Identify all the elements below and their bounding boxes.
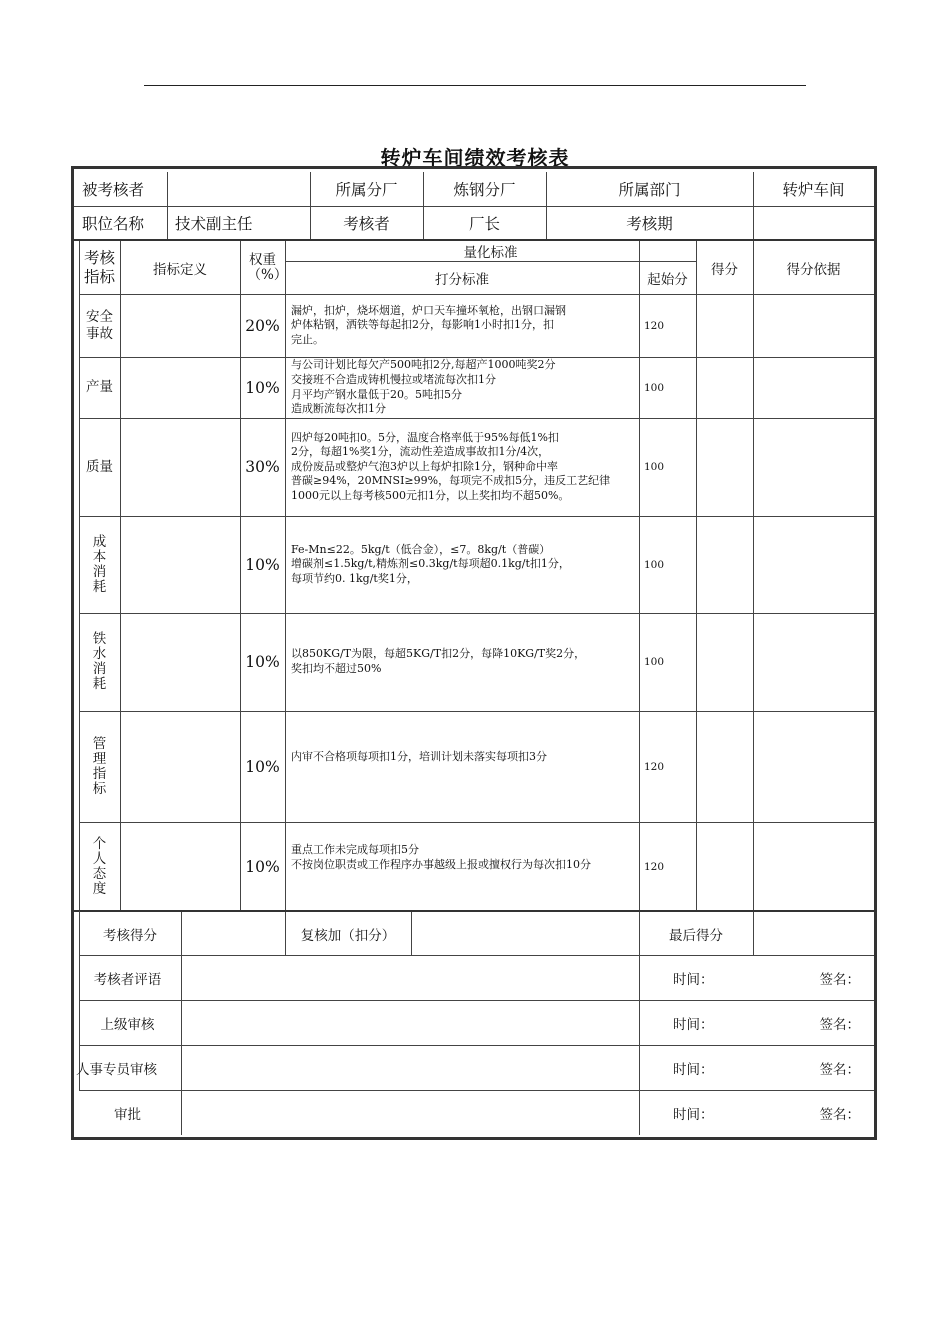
indicator-name bbox=[79, 294, 120, 357]
criteria-line: 1000元以上每考核500元扣1分，以上奖扣均不超50%。 bbox=[291, 488, 570, 502]
label-branch bbox=[310, 172, 423, 206]
indicator-weight-text: 10% bbox=[245, 653, 280, 671]
approval-signature bbox=[740, 1000, 870, 1045]
criteria-line: 与公司计划比每欠产500吨扣2分,每超产1000吨奖2分 bbox=[291, 358, 556, 372]
indicator-score bbox=[696, 357, 753, 418]
indicator-basis bbox=[753, 418, 874, 516]
indicator-criteria bbox=[285, 357, 639, 418]
approval-time bbox=[639, 1000, 740, 1045]
indicator-basis bbox=[753, 613, 874, 711]
criteria-line: 奖扣均不超过50% bbox=[291, 662, 382, 675]
indicator-base-score bbox=[639, 294, 696, 357]
indicator-base-score-text: 100 bbox=[644, 656, 665, 668]
criteria-line: 以850KG/T为限，每超5KG/T扣2分，每降10KG/T奖2分， bbox=[291, 647, 586, 661]
indicator-base-score-text: 100 bbox=[644, 381, 665, 394]
label-dept bbox=[546, 172, 753, 206]
indicator-name-text: 铁水消耗 bbox=[92, 631, 107, 692]
indicator-definition bbox=[120, 516, 240, 613]
header-basis-text: 得分依据 bbox=[786, 261, 841, 278]
header-criteria-text: 打分标准 bbox=[435, 271, 489, 288]
value-position-text: 技术副主任 bbox=[175, 215, 253, 233]
summary-review-value bbox=[411, 912, 639, 955]
indicator-basis bbox=[753, 822, 874, 911]
label-period bbox=[546, 206, 753, 240]
criteria-line: 四炉每20吨扣0。5分，温度合格率低于95%每低1%扣 bbox=[291, 430, 559, 444]
indicator-weight bbox=[240, 822, 285, 911]
approval-signature-text: 签名： bbox=[819, 1106, 860, 1123]
approval-comment bbox=[181, 1045, 639, 1090]
indicator-score bbox=[696, 516, 753, 613]
indicator-name-text: 产量 bbox=[86, 379, 113, 395]
header-base bbox=[639, 261, 696, 294]
indicator-weight-text: 10% bbox=[245, 378, 280, 397]
approval-signature-text: 签名： bbox=[819, 1061, 860, 1078]
criteria-lines bbox=[291, 843, 591, 872]
indicator-base-score bbox=[639, 822, 696, 911]
label-position-text: 职位名称 bbox=[82, 215, 145, 233]
indicator-name bbox=[79, 357, 120, 418]
label-assessor bbox=[310, 206, 423, 240]
summary-score-value bbox=[181, 912, 285, 955]
indicator-weight-text: 10% bbox=[245, 757, 280, 776]
header-indicator bbox=[79, 241, 120, 294]
indicator-base-score bbox=[639, 711, 696, 822]
value-dept bbox=[753, 172, 874, 206]
header-weight-text: 权重（%） bbox=[247, 251, 288, 283]
indicator-weight-text: 10% bbox=[245, 857, 280, 876]
criteria-lines bbox=[291, 543, 570, 587]
summary-final-value bbox=[753, 912, 874, 955]
indicator-definition bbox=[120, 418, 240, 516]
indicator-base-score-text: 120 bbox=[644, 860, 665, 873]
criteria-line: 炉体粘钢，洒铁等每起扣2分，每影响1小时扣1分，扣 bbox=[291, 318, 554, 332]
criteria-line: 重点工作未完成每项扣5分 bbox=[291, 842, 419, 856]
approval-time-text: 时间： bbox=[673, 971, 714, 988]
indicator-base-score bbox=[639, 418, 696, 516]
indicator-definition bbox=[120, 613, 240, 711]
approval-time-text: 时间： bbox=[673, 1106, 714, 1123]
indicator-criteria bbox=[285, 418, 639, 516]
header-definition bbox=[120, 241, 240, 294]
indicator-weight-text: 20% bbox=[245, 316, 280, 335]
indicator-basis bbox=[753, 357, 874, 418]
value-branch bbox=[423, 172, 546, 206]
indicator-score bbox=[696, 822, 753, 911]
label-dept-text: 所属部门 bbox=[618, 181, 681, 199]
indicator-criteria bbox=[285, 822, 639, 911]
indicator-score bbox=[696, 613, 753, 711]
indicator-name bbox=[79, 516, 120, 613]
approval-label bbox=[74, 955, 181, 1000]
header-criteria bbox=[285, 261, 639, 294]
approval-time-text: 时间： bbox=[673, 1061, 714, 1078]
approval-time bbox=[639, 955, 740, 1000]
indicator-base-score-text: 100 bbox=[644, 461, 665, 473]
header-quant bbox=[285, 241, 696, 261]
summary-final-label bbox=[639, 912, 753, 955]
indicator-weight bbox=[240, 613, 285, 711]
criteria-line: 交接班不合造成铸机慢拉或堵流每次扣1分 bbox=[291, 372, 496, 386]
approval-time-text: 时间： bbox=[673, 1016, 714, 1033]
approval-comment bbox=[181, 1000, 639, 1045]
approval-signature bbox=[740, 955, 870, 1000]
header-score-text: 得分 bbox=[711, 261, 738, 278]
indicator-weight-text: 30% bbox=[245, 458, 280, 476]
indicator-weight bbox=[240, 516, 285, 613]
indicator-definition bbox=[120, 822, 240, 911]
value-position bbox=[167, 206, 310, 240]
value-branch-text: 炼钢分厂 bbox=[453, 181, 516, 199]
summary-review-label-text: 复核加（扣分） bbox=[300, 927, 396, 944]
approval-time bbox=[639, 1090, 740, 1135]
value-assessor-text: 厂长 bbox=[468, 215, 500, 233]
header-definition-text: 指标定义 bbox=[153, 261, 207, 278]
label-assessee bbox=[74, 172, 167, 206]
indicator-base-score bbox=[639, 516, 696, 613]
indicator-score bbox=[696, 294, 753, 357]
header-score bbox=[696, 241, 753, 294]
indicator-name-text: 安全事故 bbox=[86, 308, 113, 342]
header-indicator-text: 考核指标 bbox=[83, 248, 115, 286]
approval-signature bbox=[740, 1090, 870, 1135]
approval-signature bbox=[740, 1045, 870, 1090]
indicator-base-score-text: 100 bbox=[644, 558, 665, 571]
indicator-weight bbox=[240, 357, 285, 418]
approval-signature-text: 签名： bbox=[819, 1016, 860, 1033]
indicator-name-text: 管理指标 bbox=[92, 735, 107, 797]
indicator-weight bbox=[240, 294, 285, 357]
indicator-basis bbox=[753, 516, 874, 613]
criteria-line: Fe-Mn≤22。5kg/t（低合金），≤7。8kg/t（普碳） bbox=[291, 542, 551, 556]
indicator-name bbox=[79, 711, 120, 822]
indicator-definition bbox=[120, 357, 240, 418]
indicator-name-text: 质量 bbox=[86, 458, 113, 475]
criteria-line: 月平均产钢水量低于20。5吨扣5分 bbox=[291, 387, 462, 401]
indicator-basis bbox=[753, 294, 874, 357]
approval-label-text: 上级审核 bbox=[100, 1016, 155, 1033]
header-base-text: 起始分 bbox=[647, 271, 688, 288]
indicator-base-score bbox=[639, 613, 696, 711]
indicator-criteria bbox=[285, 613, 639, 711]
label-branch-text: 所属分厂 bbox=[335, 181, 398, 199]
indicator-criteria bbox=[285, 516, 639, 613]
value-period bbox=[753, 206, 874, 240]
indicator-weight bbox=[240, 711, 285, 822]
indicator-base-score-text: 120 bbox=[644, 760, 665, 773]
indicator-criteria bbox=[285, 294, 639, 357]
form-title: 转炉车间绩效考核表 bbox=[380, 146, 570, 170]
indicator-basis bbox=[753, 711, 874, 822]
approval-label bbox=[74, 1090, 181, 1135]
indicator-base-score bbox=[639, 357, 696, 418]
approval-time bbox=[639, 1045, 740, 1090]
header-weight bbox=[240, 241, 288, 294]
criteria-line: 成份废品或整炉气泡3炉以上每炉扣除1分，钢种命中率 bbox=[291, 459, 558, 473]
indicator-base-score-text: 120 bbox=[644, 319, 665, 332]
approval-comment bbox=[181, 955, 639, 1000]
label-assessee-text: 被考核者 bbox=[82, 181, 145, 199]
indicator-definition bbox=[120, 711, 240, 822]
indicator-name bbox=[79, 822, 120, 911]
criteria-line: 每项节约0. 1kg/t奖1分， bbox=[291, 571, 418, 585]
value-dept-text: 转炉车间 bbox=[782, 181, 845, 199]
approval-label bbox=[74, 1045, 181, 1090]
indicator-name-text: 个人态度 bbox=[92, 835, 107, 897]
criteria-line: 普碳≥94%，20MNSI≥99%，每项完不成扣5分，违反工艺纪律 bbox=[291, 474, 611, 488]
approval-label bbox=[74, 1000, 181, 1045]
criteria-line: 不按岗位职责或工作程序办事越级上报或擅权行为每次扣10分 bbox=[291, 857, 591, 871]
indicator-name-text: 成本消耗 bbox=[92, 533, 107, 595]
criteria-line: 内审不合格项每项扣1分，培训计划未落实每项扣3分 bbox=[291, 750, 547, 764]
indicator-score bbox=[696, 711, 753, 822]
criteria-lines bbox=[291, 647, 585, 676]
header-rule bbox=[144, 85, 806, 86]
criteria-lines bbox=[291, 358, 555, 416]
criteria-line: 漏炉，扣炉，烧坏烟道，炉口天车撞坏氧枪，出钢口漏钢 bbox=[291, 303, 566, 317]
indicator-score bbox=[696, 418, 753, 516]
label-assessor-text: 考核者 bbox=[343, 215, 390, 233]
criteria-lines bbox=[291, 750, 547, 765]
criteria-lines bbox=[291, 304, 566, 348]
value-assessee bbox=[167, 172, 310, 206]
criteria-line: 完止。 bbox=[291, 332, 324, 346]
indicator-name bbox=[79, 418, 120, 516]
summary-score-label bbox=[79, 912, 181, 955]
indicator-criteria bbox=[285, 711, 639, 822]
header-basis bbox=[753, 241, 874, 294]
summary-review-label bbox=[285, 912, 411, 955]
approval-label-text: 考核者评语 bbox=[93, 971, 162, 988]
value-assessor bbox=[423, 206, 546, 240]
criteria-line: 2分，每超1%奖1分，流动性差造成事故扣1分/4次， bbox=[291, 445, 550, 459]
indicator-weight-text: 10% bbox=[245, 555, 280, 574]
indicator-name bbox=[79, 613, 120, 711]
criteria-lines bbox=[291, 431, 610, 504]
label-period-text: 考核期 bbox=[626, 215, 673, 233]
approval-comment bbox=[181, 1090, 639, 1135]
summary-score-label-text: 考核得分 bbox=[103, 927, 157, 944]
header-quant-text: 量化标准 bbox=[463, 245, 518, 261]
label-position bbox=[74, 206, 167, 240]
approval-label-text: 审批 bbox=[114, 1106, 141, 1123]
indicator-definition bbox=[120, 294, 240, 357]
criteria-line: 增碳剂≤1.5kg/t,精炼剂≤0.3kg/t每项超0.1kg/t扣1分， bbox=[291, 557, 570, 571]
criteria-line: 造成断流每次扣1分 bbox=[291, 402, 386, 416]
indicator-weight bbox=[240, 418, 285, 516]
approval-label-text: 人事专员审核 bbox=[76, 1061, 157, 1078]
summary-final-label-text: 最后得分 bbox=[669, 927, 723, 944]
approval-signature-text: 签名： bbox=[819, 971, 860, 988]
